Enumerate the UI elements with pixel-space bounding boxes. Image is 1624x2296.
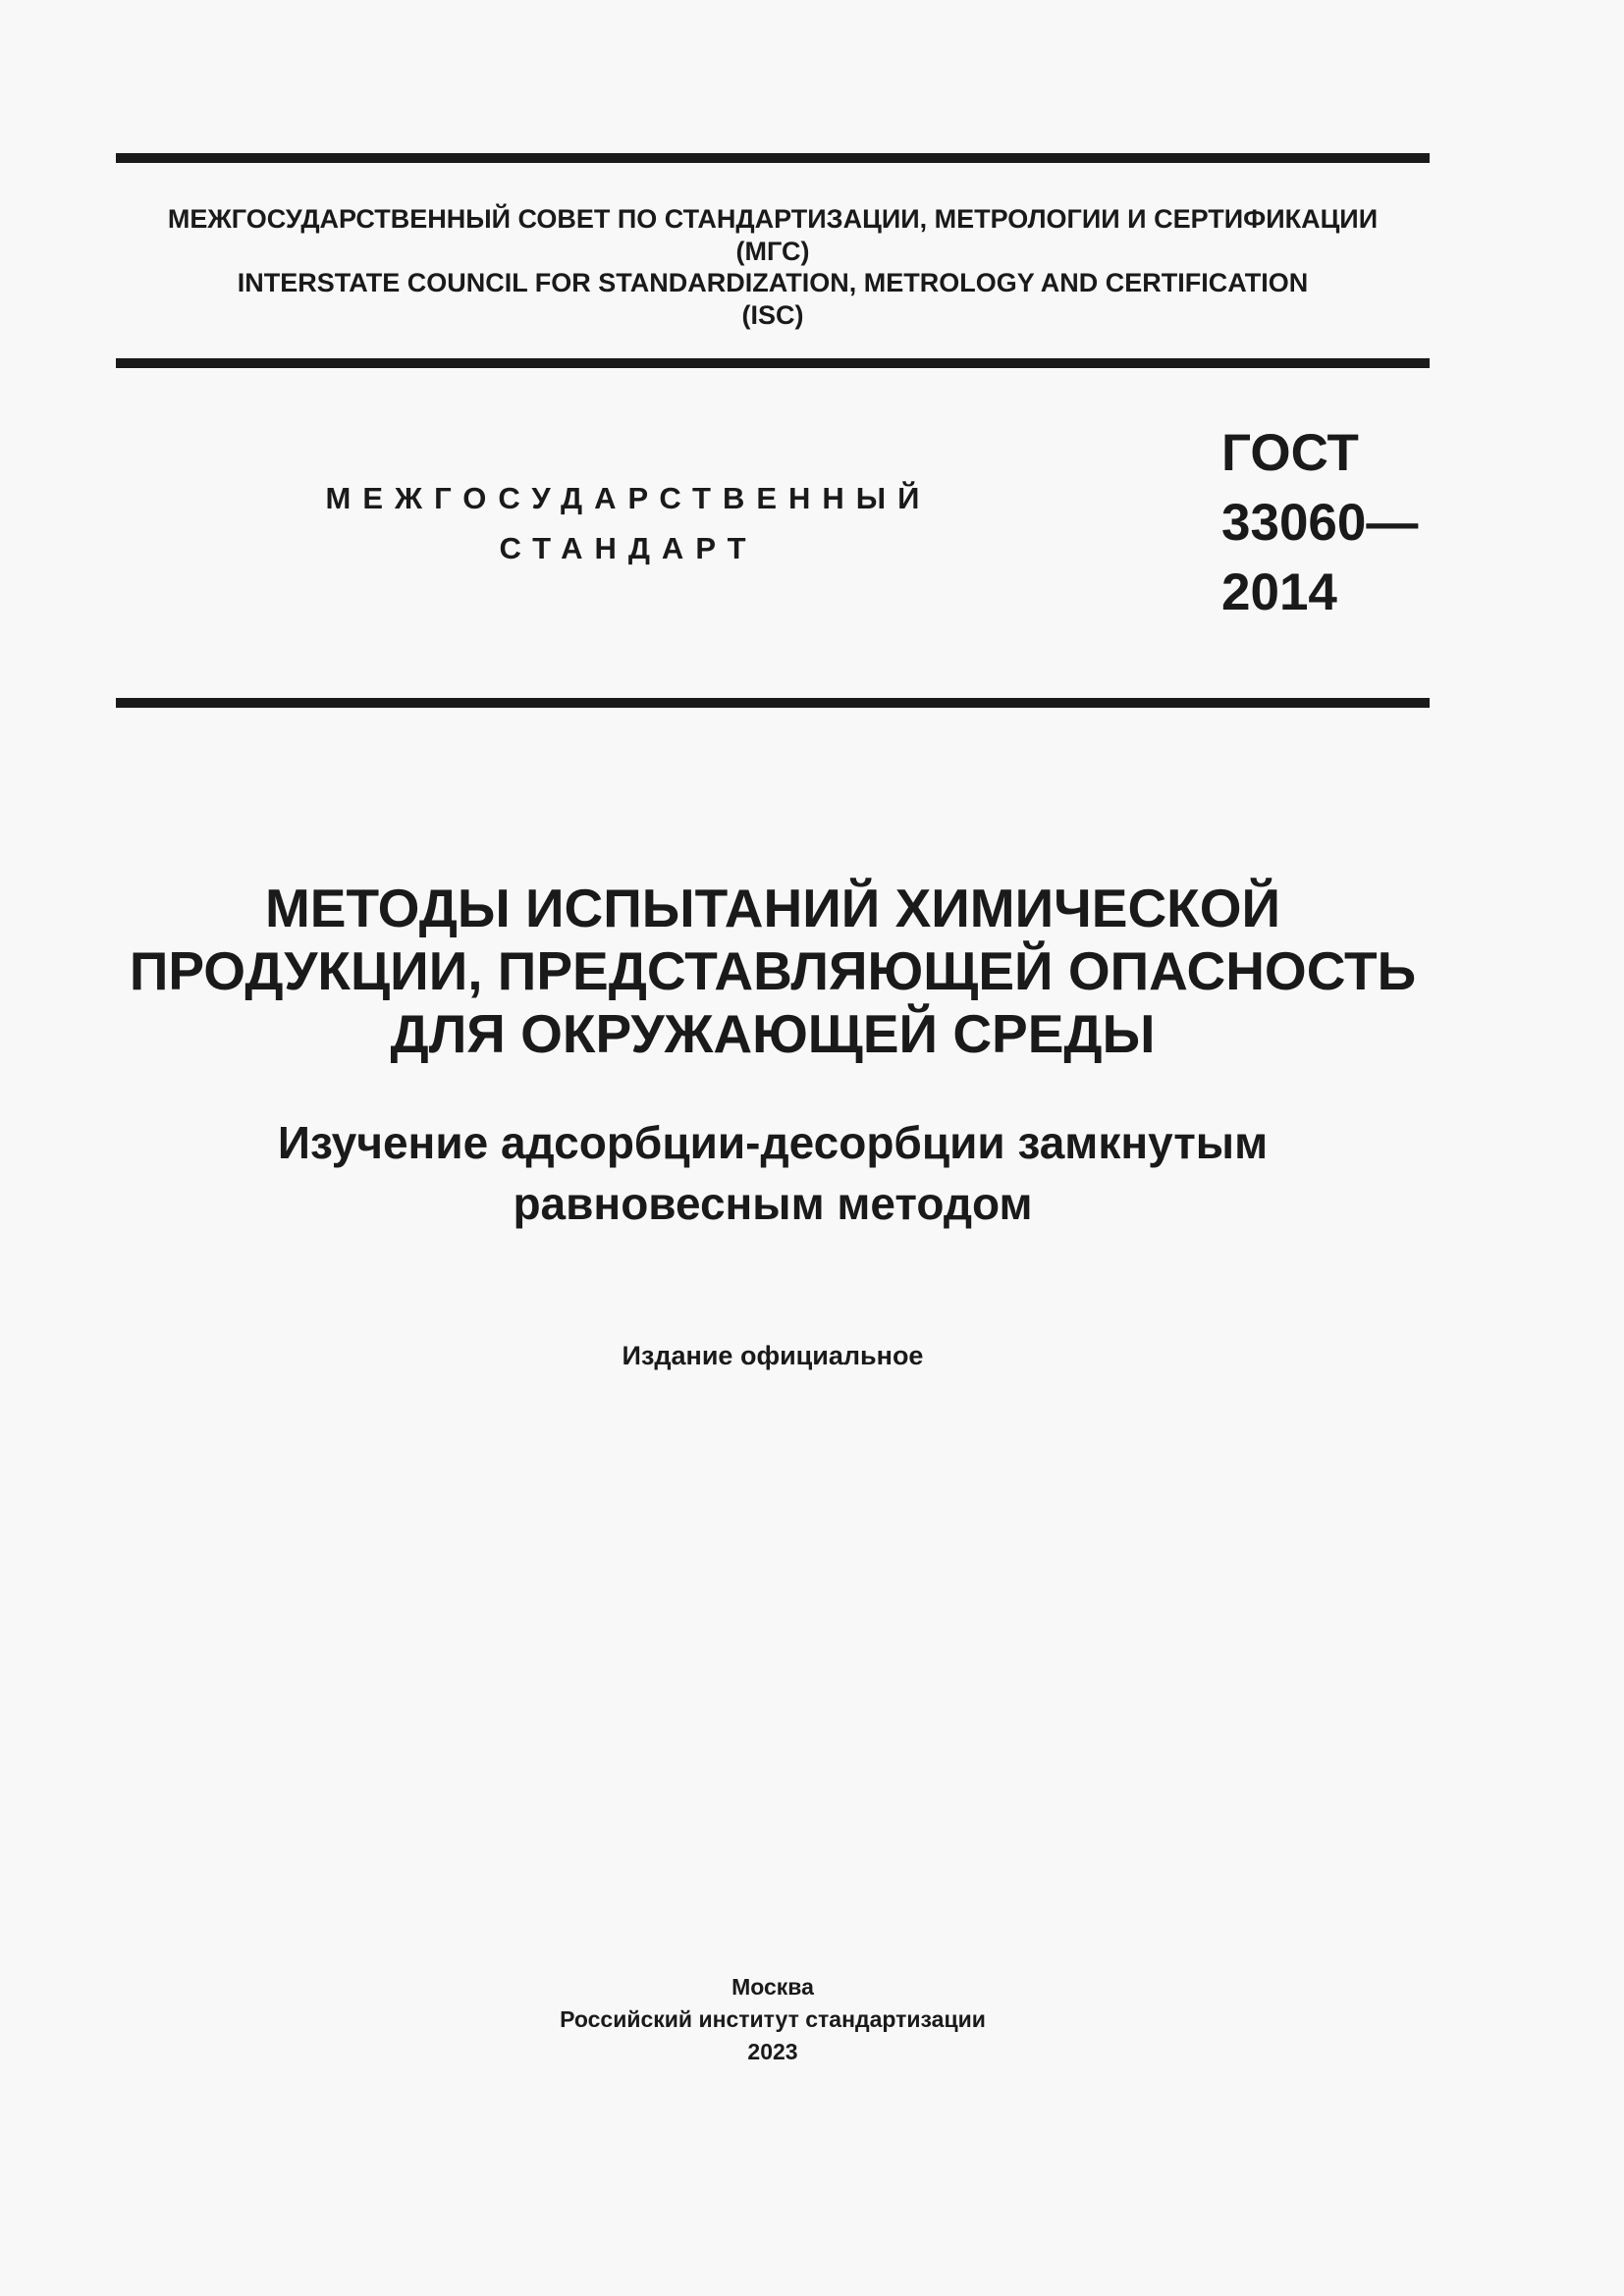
designation-year: 2014 [1221,563,1337,621]
standard-type [285,473,972,573]
publisher-organization: Российский институт стандартизации [560,2006,986,2032]
title-line-1: МЕТОДЫ ИСПЫТАНИЙ ХИМИЧЕСКОЙ [264,878,1281,938]
edition-label: Издание официальное [622,1341,924,1370]
middle-divider [116,358,1430,368]
council-header [116,203,1430,331]
council-name-ru: МЕЖГОСУДАРСТВЕННЫЙ СОВЕТ ПО СТАНДАРТИЗАЦИИ, МЕТРОЛОГИИ И СЕРТИФИКАЦИИ [167,204,1379,234]
bottom-divider [116,698,1430,708]
title-line-2: ПРОДУКЦИИ, ПРЕДСТАВЛЯЮЩЕЙ ОПАСНОСТЬ [129,940,1417,1001]
designation-prefix: ГОСТ [1221,424,1359,482]
council-name-en: INTERSTATE COUNCIL FOR STANDARDIZATION, METROLOGY AND CERTIFICATION [237,268,1309,297]
document-title [116,877,1430,1065]
document-subtitle [116,1112,1430,1234]
council-abbr-ru: (МГС) [735,236,810,266]
standard-type-line-2: СТАНДАРТ [499,531,758,565]
title-line-3: ДЛЯ ОКРУЖАЮЩЕЙ СРЕДЫ [390,1003,1156,1064]
standard-type-line-1: МЕЖГОСУДАРСТВЕННЫЙ [325,481,932,515]
publisher-city: Москва [731,1974,814,2000]
top-divider [116,153,1430,163]
subtitle-line-2: равновесным методом [513,1178,1033,1229]
subtitle-line-1: Изучение адсорбции-десорбции замкнутым [277,1117,1269,1168]
standard-designation [1221,418,1418,627]
council-abbr-en: (ISC) [741,299,804,330]
designation-number: 33060— [1221,494,1419,552]
publisher-year: 2023 [747,2039,798,2064]
publisher-block [116,1971,1430,2068]
